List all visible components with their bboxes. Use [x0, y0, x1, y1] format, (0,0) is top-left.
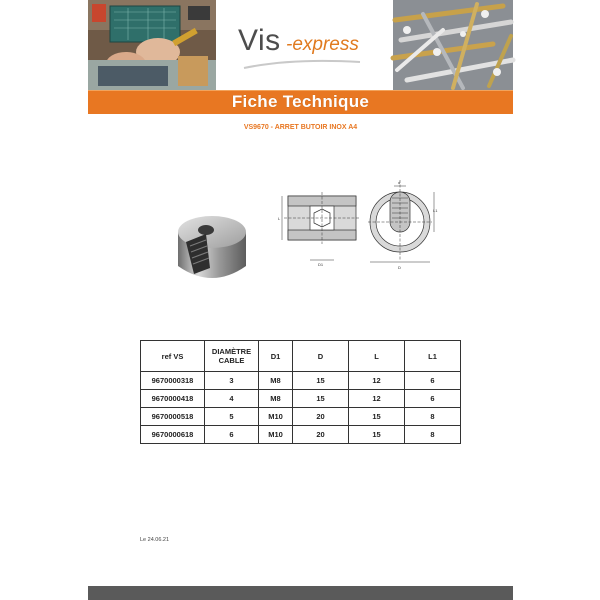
cell-d: 20: [293, 426, 349, 444]
label-l1: L1: [433, 208, 438, 213]
workshop-photo: [88, 0, 216, 90]
header-l: L: [349, 341, 405, 372]
cell-d: 15: [293, 372, 349, 390]
specs-table: [140, 340, 461, 444]
cell-d1: M10: [259, 426, 293, 444]
cell-l1: 8: [405, 426, 461, 444]
cell-l: 12: [349, 390, 405, 408]
technical-drawing: [280, 176, 440, 272]
label-d: D: [398, 265, 401, 270]
cell-diametre: 6: [205, 426, 259, 444]
label-l: L: [278, 216, 281, 221]
table-row: [141, 426, 461, 444]
cell-l: 12: [349, 372, 405, 390]
document-date: Le 24.06.21: [140, 537, 170, 543]
label-d1: D1: [318, 262, 324, 267]
product-subtitle: VS9670 - ARRET BUTOIR INOX A4: [243, 124, 358, 131]
footer-bar: [88, 586, 513, 600]
product-photo: [176, 208, 248, 288]
logo-sub-text: -express: [286, 34, 359, 55]
cell-l: 15: [349, 426, 405, 444]
side-view: [282, 192, 360, 260]
header-ref: ref VS: [141, 341, 205, 372]
logo-swoosh-icon: [242, 58, 362, 72]
logo-main-text: Vis: [238, 24, 281, 57]
cell-diametre: 5: [205, 408, 259, 426]
cell-d: 20: [293, 408, 349, 426]
table-row: [141, 408, 461, 426]
banner: [88, 90, 513, 114]
cell-d1: M8: [259, 372, 293, 390]
header-d: D: [293, 341, 349, 372]
label-dia: d: [398, 180, 401, 185]
cell-ref: 9670000618: [141, 426, 205, 444]
header-d1: D1: [259, 341, 293, 372]
header: [88, 0, 513, 90]
datasheet-page: [88, 0, 513, 600]
header-l1: L1: [405, 341, 461, 372]
header-diametre-line1: DIAMÈTRE: [211, 347, 252, 356]
cell-ref: 9670000318: [141, 372, 205, 390]
cell-d1: M8: [259, 390, 293, 408]
cell-l1: 6: [405, 390, 461, 408]
cell-l: 15: [349, 408, 405, 426]
cell-ref: 9670000418: [141, 390, 205, 408]
table-row: [141, 390, 461, 408]
header-diametre-line2: CABLE: [218, 356, 245, 365]
front-view: [368, 180, 434, 262]
screws-photo: [393, 0, 513, 90]
cell-l1: 6: [405, 372, 461, 390]
header-diametre: [205, 341, 259, 372]
cell-ref: 9670000518: [141, 408, 205, 426]
banner-title: Fiche Technique: [231, 92, 370, 111]
cell-l1: 8: [405, 408, 461, 426]
vis-express-logo: [238, 24, 368, 74]
cell-d: 15: [293, 390, 349, 408]
table-row: [141, 372, 461, 390]
cell-d1: M10: [259, 408, 293, 426]
cell-diametre: 3: [205, 372, 259, 390]
table-header-row: [141, 341, 461, 372]
cell-diametre: 4: [205, 390, 259, 408]
